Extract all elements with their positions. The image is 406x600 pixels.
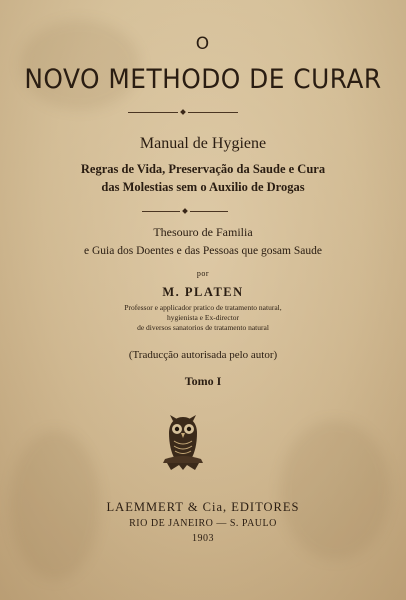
author-credential-2: hygienista e Ex-director [166,313,240,322]
subtitle-manual: Manual de Hygiene [139,135,267,152]
tagline-line-2: e Guia dos Doentes e das Pessoas que gosam Saude [84,245,322,257]
ornament-diamond [180,109,186,115]
by-label: por [196,269,210,278]
publisher-city: RIO DE JANEIRO — S. PAULO [129,518,277,529]
ornamental-rule [128,112,178,113]
publisher-name [0,500,406,515]
volume-label: Tomo I [184,374,222,388]
author-credential-3: de diversos sanatorios de tratamento natural [137,323,269,332]
translation-note: (Traducção autorisada pelo autor) [128,349,278,361]
ornamental-rule [188,112,238,113]
author-credential-1: Professor e applicador pratico de tratamento natural, [124,303,282,312]
subtitle-line-2: Regras de Vida, Preservação da Saude e Cura [80,162,326,176]
title-article: O [195,34,211,54]
ornamental-rule [190,211,228,212]
subtitle-line-3: das Molestias sem o Auxilio de Drogas [101,180,305,194]
publisher-name-text: LAEMMERT & Cia, EDITORES [106,500,300,514]
publication-year: 1903 [192,533,214,544]
ornamental-rule [142,211,180,212]
ornament-diamond [182,208,188,214]
tagline-line-1: Thesouro de Familia [153,225,253,239]
book-title: NOVO METHODO DE CURAR [24,64,382,95]
publisher-owl-emblem-icon [161,413,205,471]
author-name: M. PLATEN [162,285,244,299]
